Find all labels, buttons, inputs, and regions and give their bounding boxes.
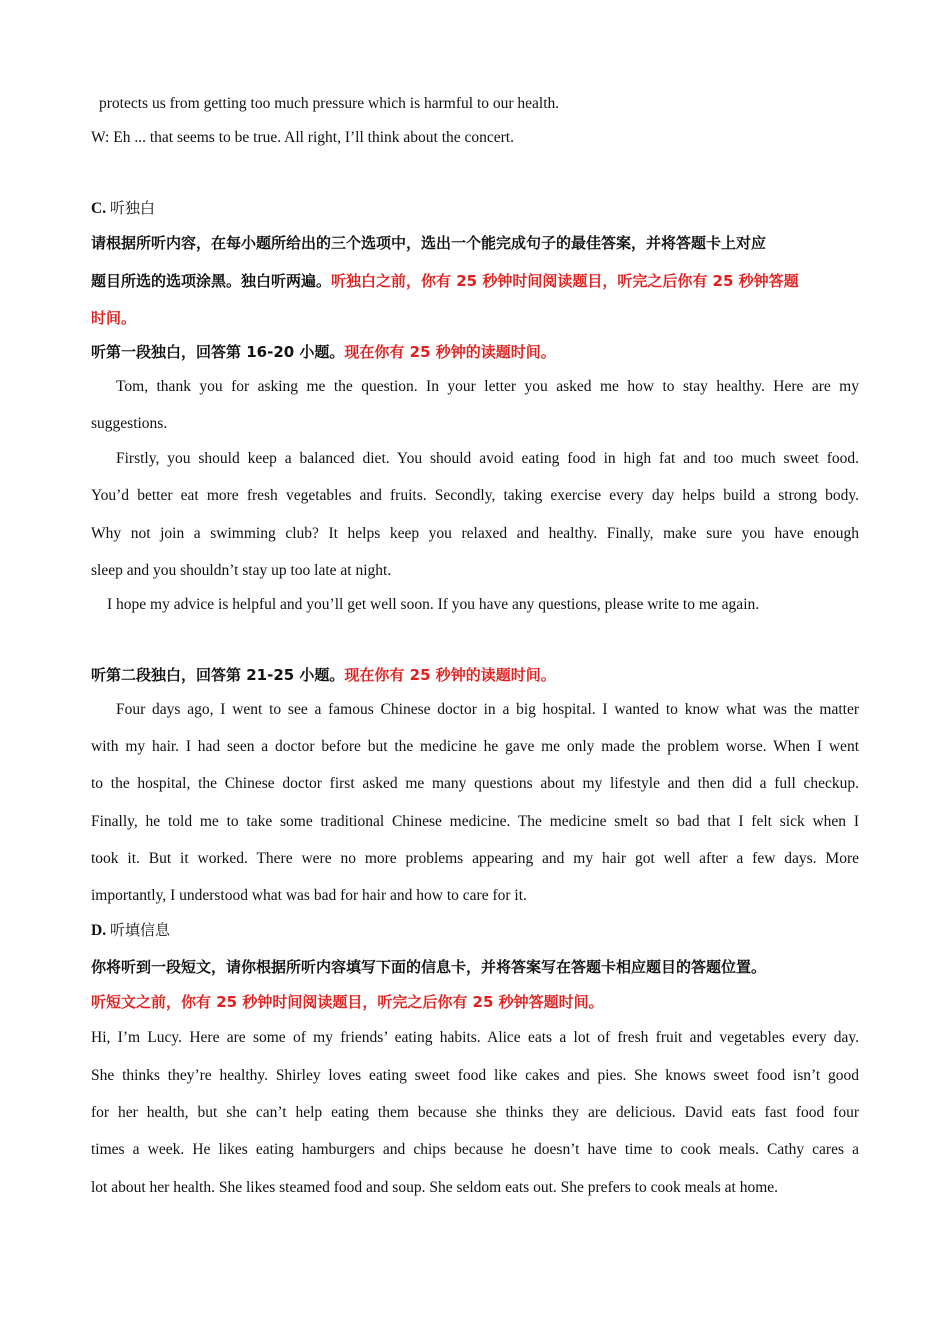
- passage-line: times a week. He likes eating hamburgers and chips because he doesn’t have time to cook meals. Cathy cares a: [91, 1141, 859, 1158]
- dialogue-line: W: Eh ... that seems to be true. All right, I’ll think about the concert.: [91, 129, 514, 146]
- instruction-highlight: 听短文之前，你有 25 秒钟时间阅读题目，听完之后你有 25 秒钟答题时间。: [91, 993, 604, 1011]
- instruction-highlight: 时间。: [91, 309, 137, 327]
- passage-line: lot about her health. She likes steamed food and soup. She seldom eats out. She prefers to cook meals at home.: [91, 1179, 779, 1196]
- monologue-line: Firstly, you should keep a balanced diet. You should avoid eating food in high fat and too much sweet food.: [116, 450, 859, 467]
- part-label-text: 听第一段独白，回答第 16-20 小题。: [91, 343, 345, 361]
- monologue-line: to the hospital, the Chinese doctor first asked me many questions about my lifestyle and then did a full checkup.: [91, 775, 859, 792]
- instruction-line: 请根据所听内容，在每小题所给出的三个选项中，选出一个能完成句子的最佳答案，并将答题卡上对应: [91, 234, 767, 252]
- monologue-line: importantly, I understood what was bad for hair and how to care for it.: [91, 887, 527, 904]
- instruction-line: 你将听到一段短文，请你根据所听内容填写下面的信息卡，并将答案写在答题卡相应题目的答题位置。: [91, 958, 767, 976]
- monologue-line: took it. But it worked. There were no more problems appearing and my hair got well after a few days. More: [91, 850, 859, 867]
- instruction-line: [91, 271, 859, 291]
- instruction-highlight: 听独白之前，你有 25 秒钟时间阅读题目，听完之后你有 25 秒钟答题: [331, 272, 799, 290]
- part-label-highlight: 现在你有 25 秒钟的读题时间。: [344, 666, 556, 684]
- passage-line: for her health, but she can’t help eating them because she thinks they are delicious. David eats fast food four: [91, 1104, 859, 1121]
- passage-line: She thinks they’re healthy. Shirley loves eating sweet food like cakes and pies. She knows sweet food isn’t good: [91, 1067, 859, 1084]
- section-title: 听独白: [109, 199, 155, 217]
- monologue-line: suggestions.: [91, 415, 168, 432]
- monologue-line: I hope my advice is helpful and you’ll get well soon. If you have any questions, please write to me again.: [107, 596, 760, 613]
- section-letter: C.: [91, 200, 107, 217]
- dialogue-line: protects us from getting too much pressure which is harmful to our health.: [99, 95, 560, 112]
- monologue-line: with my hair. I had seen a doctor before but the medicine he gave me only made the problem worse. When I went: [91, 738, 859, 755]
- part-label-highlight: 现在你有 25 秒钟的读题时间。: [344, 343, 556, 361]
- passage-line: Hi, I’m Lucy. Here are some of my friends’ eating habits. Alice eats a lot of fresh fruit and vegetables every day.: [91, 1029, 859, 1046]
- section-d-heading: [91, 920, 859, 941]
- monologue-line: Tom, thank you for asking me the question. In your letter you asked me how to stay healthy. Here are my: [116, 378, 859, 395]
- instruction-text: 题目所选的选项涂黑。独白听两遍。: [91, 272, 332, 290]
- monologue-line: sleep and you shouldn’t stay up too late at night.: [91, 562, 392, 579]
- section-c-heading: [91, 198, 859, 219]
- monologue-line: Four days ago, I went to see a famous Chinese doctor in a big hospital. I wanted to know what was the matter: [116, 701, 859, 718]
- part-label-text: 听第二段独白，回答第 21-25 小题。: [91, 666, 345, 684]
- section-letter: D.: [91, 922, 107, 939]
- section-title: 听填信息: [109, 921, 170, 939]
- monologue-line: Finally, he told me to take some traditional Chinese medicine. The medicine smelt so bad that I felt sick when I: [91, 813, 859, 830]
- part-label: [91, 665, 859, 685]
- monologue-line: Why not join a swimming club? It helps keep you relaxed and healthy. Finally, make sure you have enough: [91, 525, 859, 542]
- part-label: [91, 342, 859, 362]
- monologue-line: You’d better eat more fresh vegetables and fruits. Secondly, taking exercise every day helps build a strong body.: [91, 487, 859, 504]
